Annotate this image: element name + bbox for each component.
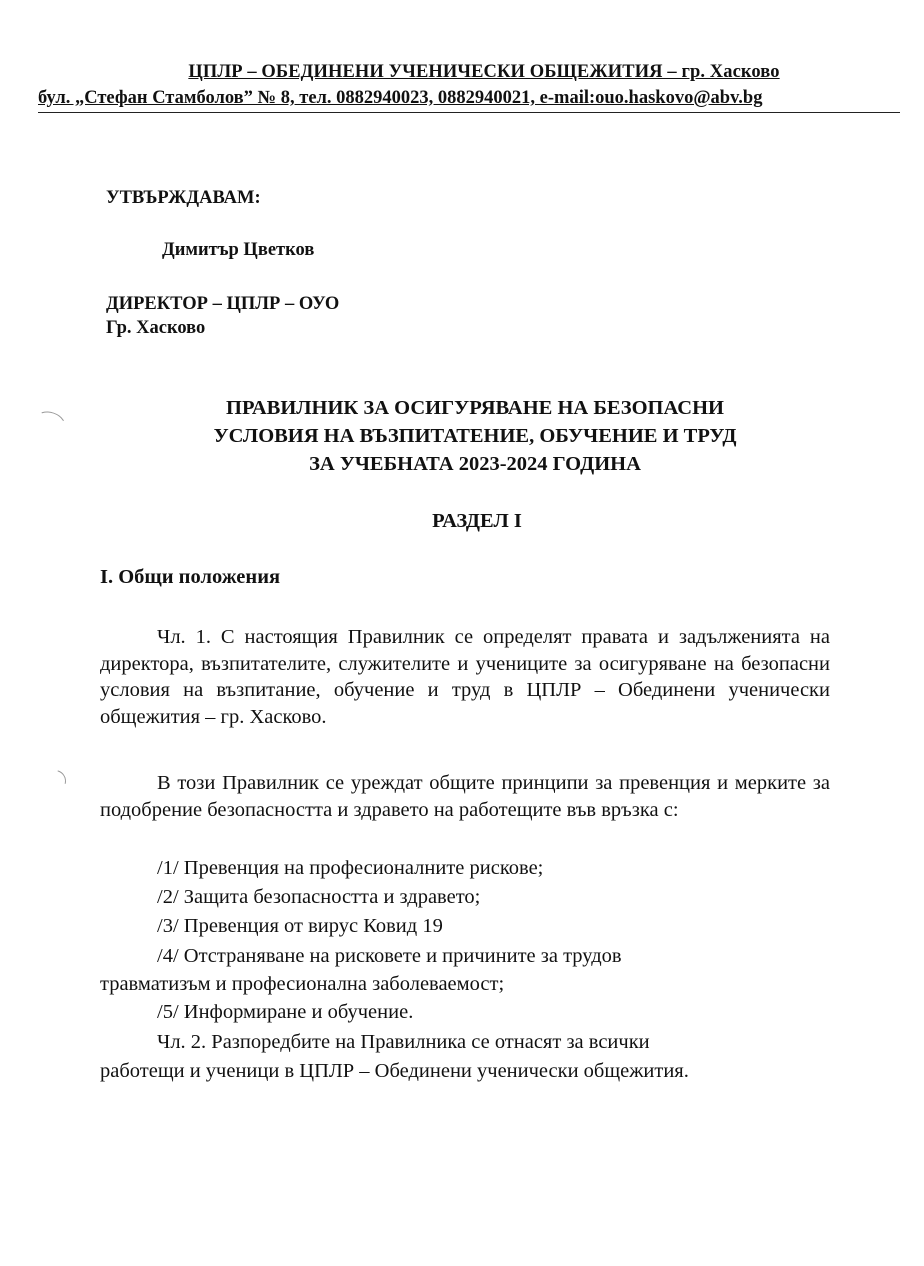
document-title — [0, 394, 924, 478]
scan-mark — [40, 766, 70, 796]
institution-address: бул. „Стефан Стамболов” № 8, тел. 0882940023, 0882940021, e-mail:ouo.haskovo@abv.bg — [38, 88, 763, 108]
institution-name: ЦПЛР – ОБЕДИНЕНИ УЧЕНИЧЕСКИ ОБЩЕЖИТИЯ – гр. Хасково — [188, 62, 780, 82]
list-item-4-continuation: травматизъм и професионална заболеваемост; — [100, 973, 505, 995]
intro-paragraph: В този Правилник се уреждат общите принципи за превенция и мерките за подобрение безопасността и здравето на работещите във връзка с: — [100, 772, 830, 821]
document-title-line-2: УСЛОВИЯ НА ВЪЗПИТАТЕНИЕ, ОБУЧЕНИЕ И ТРУД — [213, 425, 737, 447]
list-item-2: /2/ Защита безопасността и здравето; — [157, 886, 481, 908]
approver-name: Димитър Цветков — [162, 240, 315, 260]
document-title-line-1: ПРАВИЛНИК ЗА ОСИГУРЯВАНЕ НА БЕЗОПАСНИ — [226, 397, 724, 419]
approver-position — [106, 292, 339, 340]
article-1-paragraph: Чл. 1. С настоящия Правилник се определят правата и задълженията на директора, възпитателите, служителите и учениците за осигуряване на безопасни условия на възпитание, обучение и труд в ЦПЛР – Обединени ученически общежития – гр. Хасково. — [100, 626, 830, 728]
article-2-line-1: Чл. 2. Разпоредбите на Правилника се отнасят за всички — [157, 1031, 650, 1053]
approver-city: Гр. Хасково — [106, 318, 206, 338]
header-divider — [38, 112, 900, 113]
subheading-general-provisions: I. Общи положения — [100, 566, 281, 588]
section-heading: РАЗДЕЛ I — [432, 510, 522, 532]
article-2-line-2: работещи и ученици в ЦПЛР – Обединени ученически общежития. — [100, 1060, 689, 1082]
list-item-5: /5/ Информиране и обучение. — [157, 1001, 414, 1023]
approver-position-title: ДИРЕКТОР – ЦПЛР – ОУО — [106, 294, 340, 314]
approval-label: УТВЪРЖДАВАМ: — [106, 188, 261, 208]
list-item-1: /1/ Превенция на професионалните рискове; — [157, 857, 544, 879]
list-item-3: /3/ Превенция от вирус Ковид 19 — [157, 915, 443, 937]
document-title-line-3: ЗА УЧЕБНАТА 2023-2024 ГОДИНА — [309, 453, 641, 475]
list-item-4: /4/ Отстраняване на рисковете и причините за трудов — [157, 945, 622, 967]
